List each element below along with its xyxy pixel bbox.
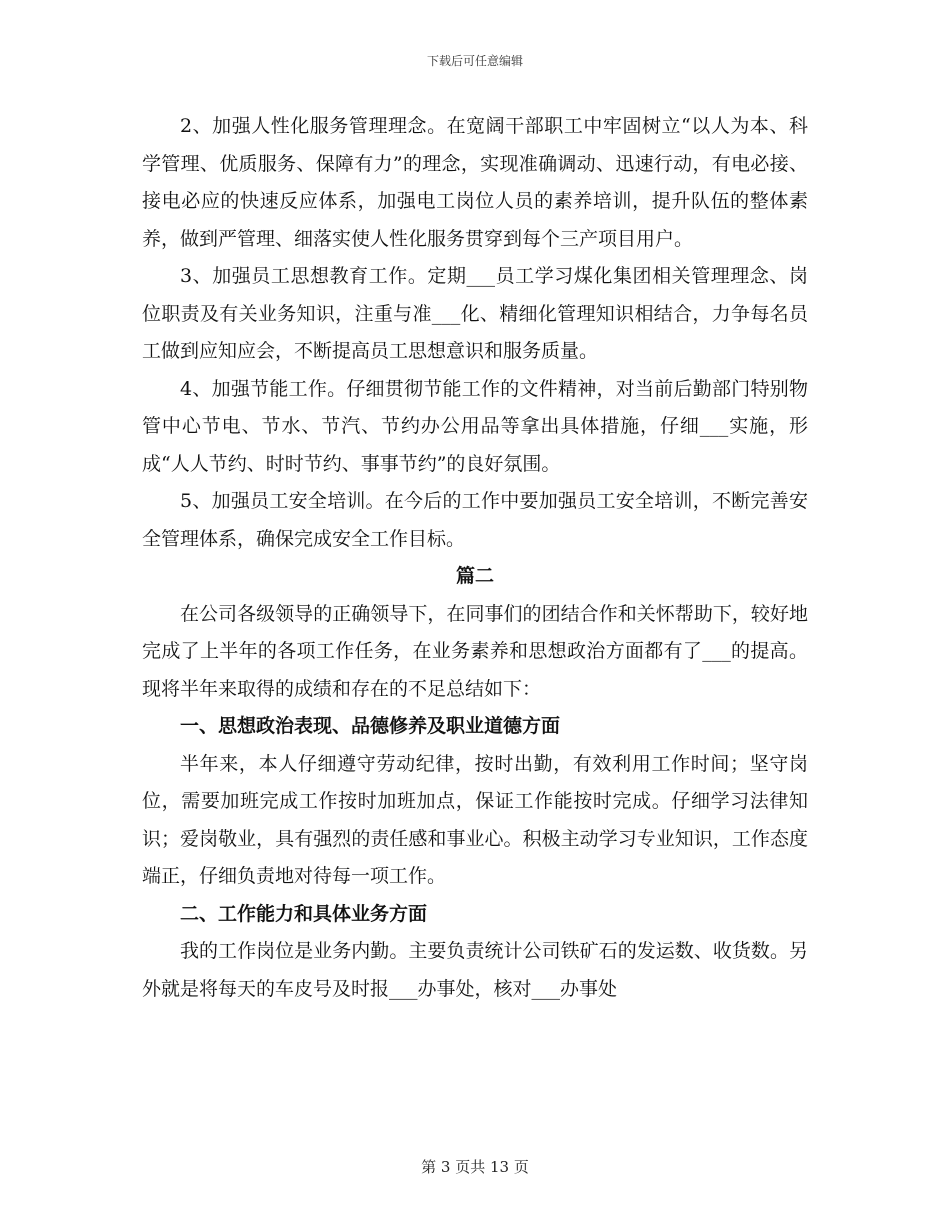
paragraph-3: 4、加强节能工作。仔细贯彻节能工作的文件精神，对当前后勤部门特别物管中心节电、节水、节汽、节约办公用品等拿出具体措施，仔细___实施，形成“人人节约、时时节约、事事节约”的良好氛围。: [142, 377, 808, 475]
paragraph-2: 3、加强员工思想教育工作。定期___员工学习煤化集团相关管理理念、岗位职责及有关业务知识，注重与准___化、精细化管理知识相结合，力争每名员工做到应知应会，不断提高员工思想意识和服务质量。: [142, 265, 808, 362]
page-header: 下载后可任意编辑: [426, 54, 523, 68]
section-heading-1: 一、思想政治表现、品德修养及职业道德方面: [180, 715, 561, 737]
paragraph-6: 半年来，本人仔细遵守劳动纪律，按时出勤，有效利用工作时间；坚守岗位，需要加班完成工作按时加班加点，保证工作能按时完成。仔细学习法律知识；爱岗敬业，具有强烈的责任感和事业心。积极主动学习专业知识，工作态度端正，仔细负责地对待每一项工作。: [142, 752, 808, 887]
paragraph-5: 在公司各级领导的正确领导下，在同事们的团结合作和关怀帮助下，较好地完成了上半年的各项工作任务，在业务素养和思想政治方面都有了___的提高。现将半年来取得的成绩和存在的不足总结如下：: [142, 602, 808, 700]
section-heading-2: 二、工作能力和具体业务方面: [180, 902, 428, 925]
paragraph-1: 2、加强人性化服务管理理念。在宽阔干部职工中牢固树立“以人为本、科学管理、优质服务、保障有力”的理念，实现准确调动、迅速行动，有电必接、接电必应的快速反应体系，加强电工岗位人员的素养培训，提升队伍的整体素养，做到严管理、细落实使人性化服务贯穿到每个三产项目用户。: [142, 115, 808, 250]
document-body: [142, 108, 808, 1008]
paragraph-7: 我的工作岗位是业务内勤。主要负责统计公司铁矿石的发运数、收货数。另外就是将每天的车皮号及时报___办事处，核对___办事处: [142, 940, 808, 1000]
page-footer: 第 3 页共 13 页: [421, 1158, 529, 1176]
section-title: 篇二: [455, 565, 494, 587]
paragraph-4: 5、加强员工安全培训。在今后的工作中要加强员工安全培训，不断完善安全管理体系，确保完成安全工作目标。: [142, 490, 808, 550]
